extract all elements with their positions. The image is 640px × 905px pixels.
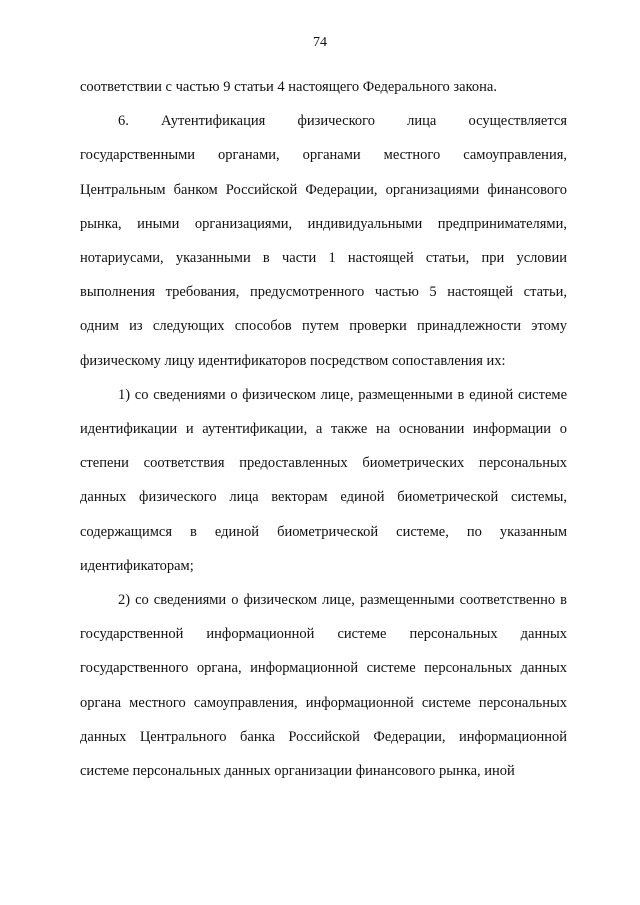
paragraph-continuation: соответствии с частью 9 статьи 4 настоящего Федерального закона. (80, 79, 497, 95)
document-body (80, 70, 567, 788)
page-number: 74 (313, 35, 327, 50)
paragraph-item-6: 6. Аутентификация физического лица осуществляется государственными органами, органами местного самоуправления, Центральным банком Российской Федерации, организациями финансового рынка, иными организациями, индивидуальными предпринимателями, нотариусами, указанными в части 1 настоящей статьи, при условии выполнения требования, предусмотренного частью 5 настоящей статьи, одним из следующих способов путем проверки принадлежности этому физическому лицу идентификаторов посредством сопоставления их: (80, 113, 567, 369)
paragraph-subitem-2: 2) со сведениями о физическом лице, размещенными соответственно в государственной информационной системе персональных данных государственного органа, информационной системе персональных данных органа местного самоуправления, информационной системе персональных данных Центрального банка Российской Федерации, информационной системе персональных данных организации финансового рынка, иной (80, 592, 567, 780)
paragraph-subitem-1: 1) со сведениями о физическом лице, размещенными в единой системе идентификации и аутентификации, а также на основании информации о степени соответствия предоставленных биометрических персональных данных физического лица векторам единой биометрической системы, содержащимся в единой биометрической системе, по указанным идентификаторам; (80, 386, 567, 574)
